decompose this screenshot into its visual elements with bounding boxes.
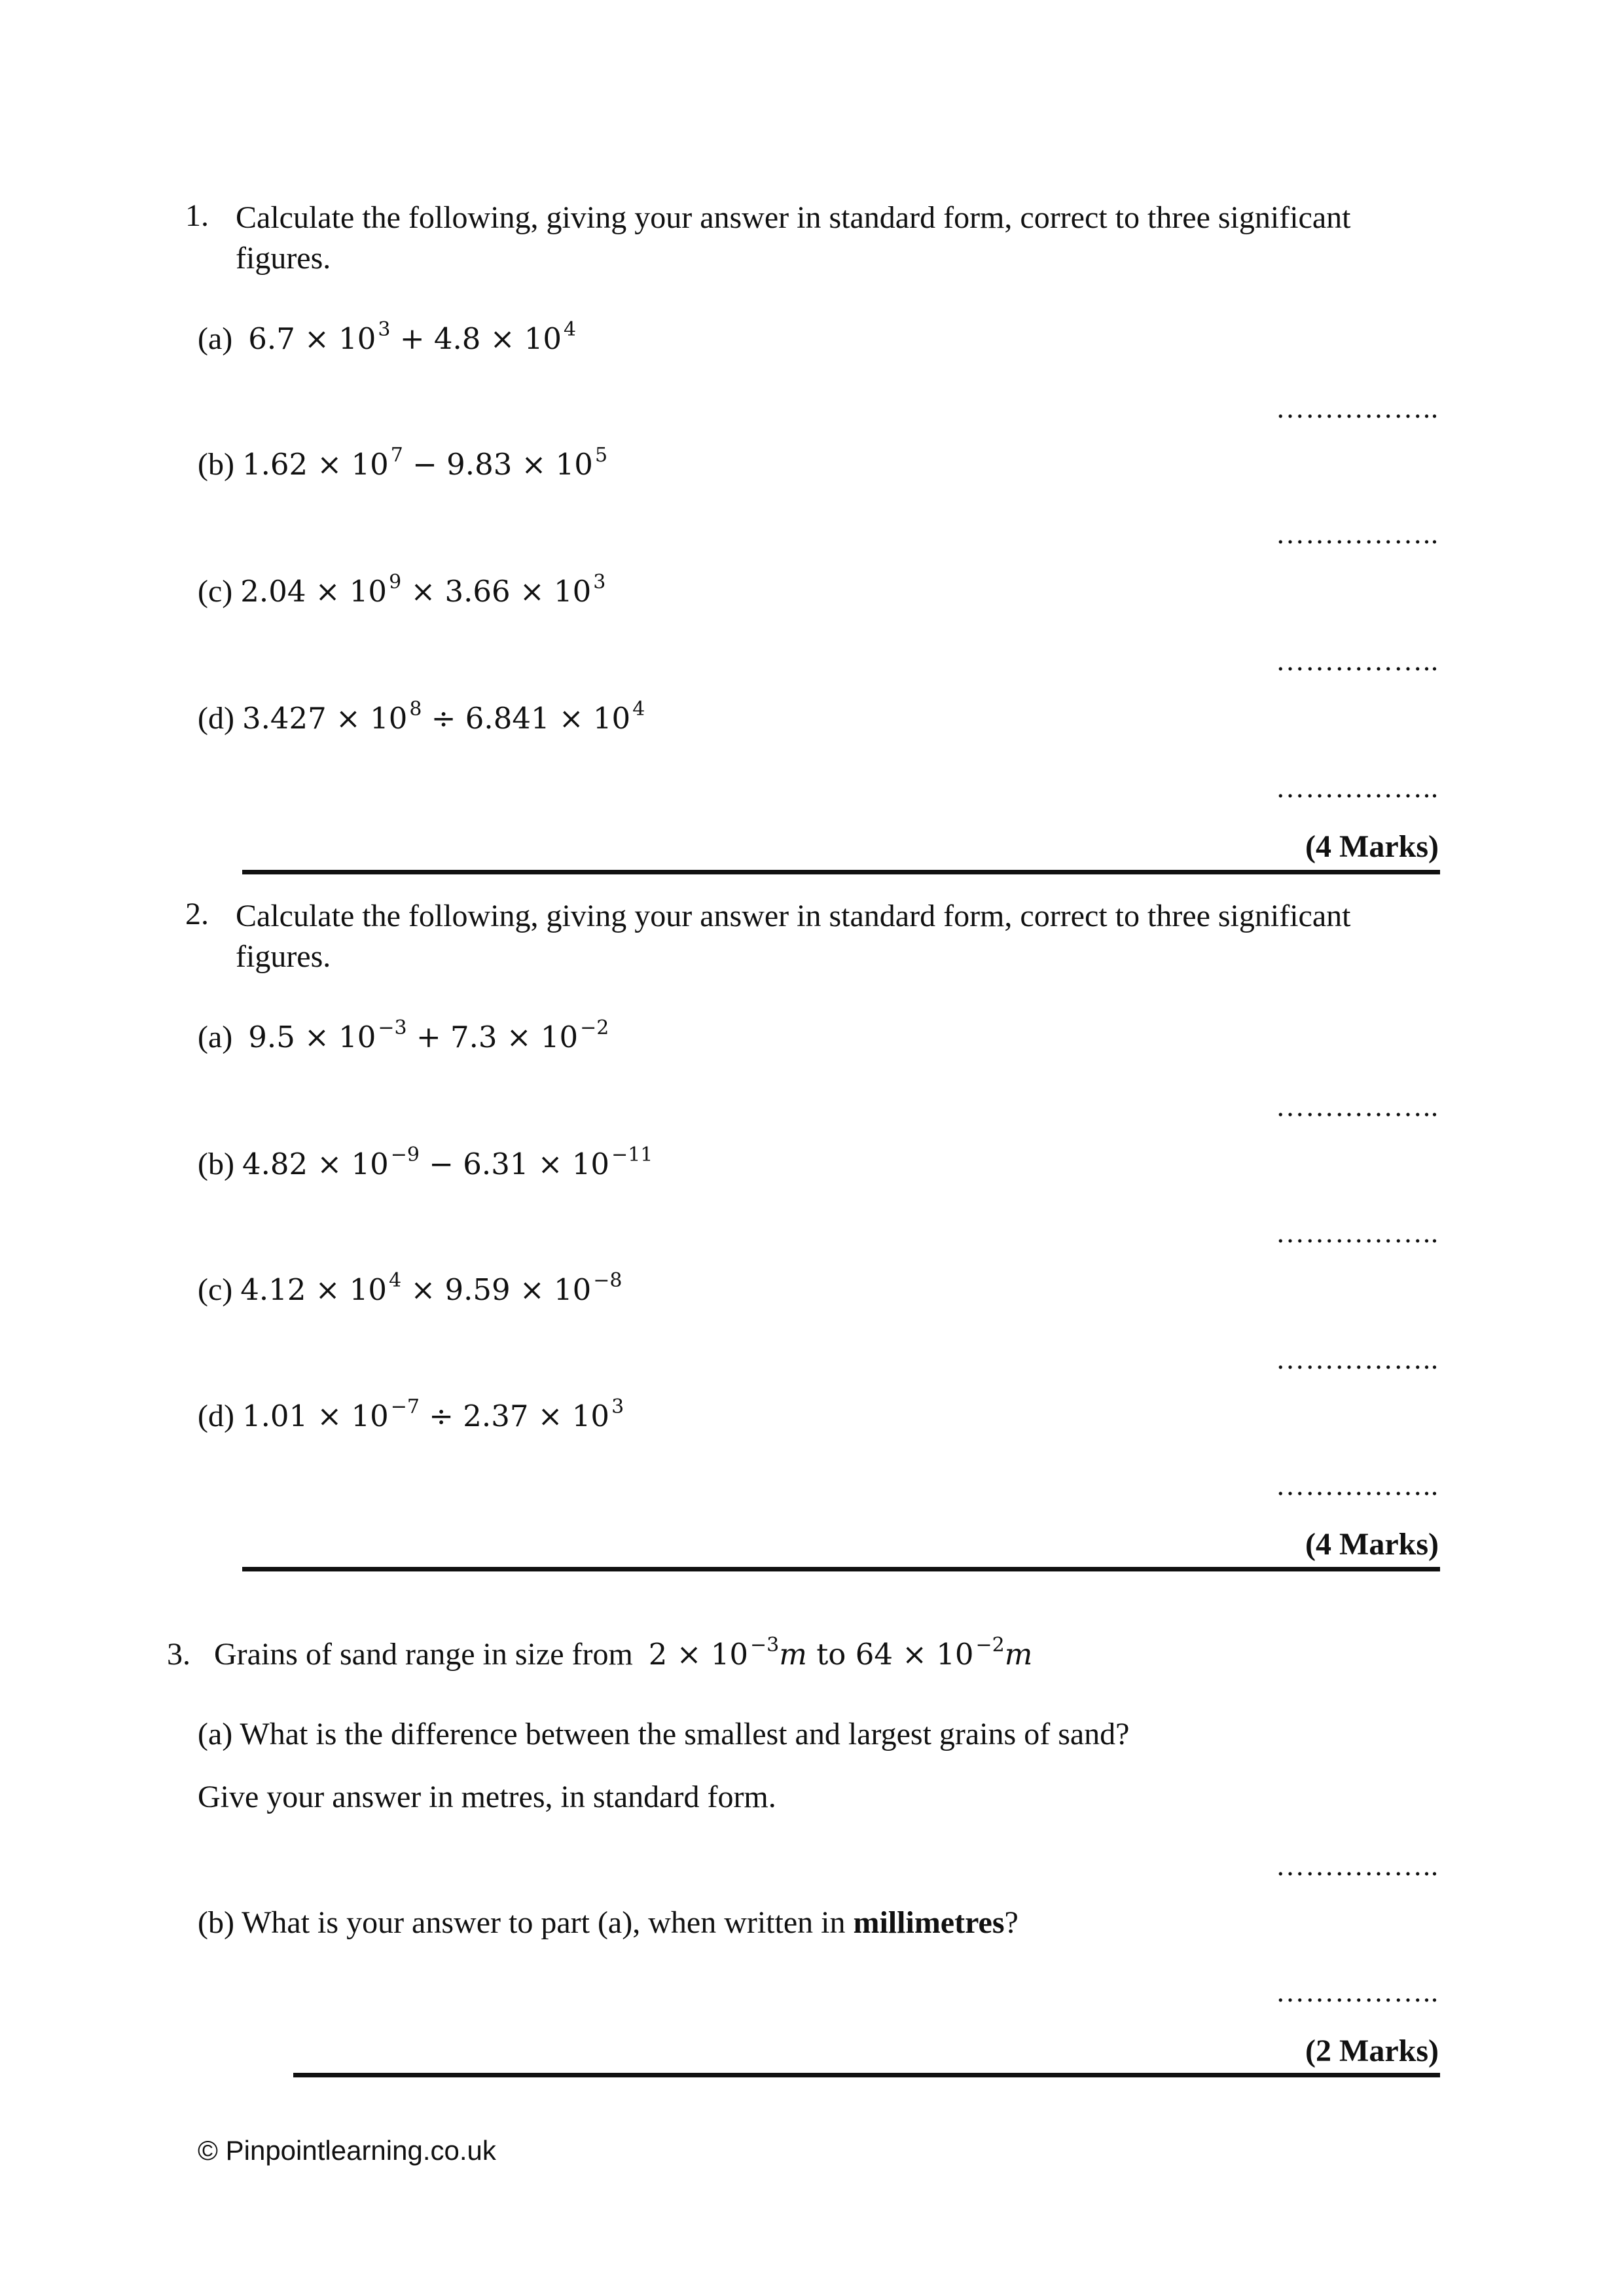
part-label: (d) [198,701,234,736]
q2-part-c [198,1269,623,1308]
q2c-answer-line[interactable]: …………….. [1276,1343,1439,1375]
q1-number: 1. [185,198,209,233]
q2b-expression: 4.82 × 10 $^{-9}$ − 6.31 × 10 $^{-11}$ [242,1143,653,1181]
part-label: (c) [198,574,233,609]
q1-marks: (4 Marks) [1305,829,1439,864]
q3b-answer-line[interactable]: …………….. [1276,1976,1439,2008]
q3-range-expression: 2 × 10 $^{-3}$m to 64 × 10 $^{-2}$m [648,1634,1033,1672]
q2c-expression: 4.12 × 10 $^4$ × 9.59 × 10 $^{-8}$ [240,1269,623,1307]
q1c-answer-line[interactable]: …………….. [1276,645,1439,677]
q1-part-a [198,318,577,357]
q3a-answer-line[interactable]: …………….. [1276,1850,1439,1882]
part-label: (d) [198,1399,234,1433]
q1b-expression: 1.62 × 10 $^7$ − 9.83 × 10 $^5$ [242,444,608,482]
q2a-answer-line[interactable]: …………….. [1276,1090,1439,1122]
q3-part-a-text: (a) What is the difference between the smallest and largest grains of sand? [198,1717,1130,1751]
q2-part-a [198,1016,609,1055]
part-label: (c) [198,1272,233,1307]
q3-stem [167,1636,1032,1672]
q2a-expression: 9.5 × 10 $^{-3}$ + 7.3 × 10 $^{-2}$ [248,1016,609,1054]
q1-part-c [198,573,605,609]
q3-divider [293,2073,1440,2077]
q3-intro: Grains of sand range in size from [214,1637,633,1672]
part-label: (a) [198,1020,233,1054]
q2-divider [242,1567,1440,1571]
q1a-answer-line[interactable]: …………….. [1276,392,1439,424]
q1-part-d [198,700,645,736]
q1a-expression: 6.7 × 10 $^3$ + 4.8 × 10 $^4$ [248,318,577,356]
q1d-expression: 3.427 × 10 $^8$ ÷ 6.841 × 10 $^4$ [242,698,645,736]
q1d-answer-line[interactable]: …………….. [1276,772,1439,804]
q1b-answer-line[interactable]: …………….. [1276,518,1439,550]
millimetres-emphasis: millimetres [853,1905,1005,1940]
q2-part-b [198,1143,653,1182]
q3-part-b-text: (b) What is your answer to part (a), when written in millimetres? [198,1905,1019,1940]
q2-number: 2. [185,897,209,931]
part-label: (b) [198,447,234,482]
q3-number: 3. [167,1637,190,1672]
q2d-answer-line[interactable]: …………….. [1276,1469,1439,1501]
q2d-expression: 1.01 × 10 $^{-7}$ ÷ 2.37 × 10 $^3$ [242,1395,624,1433]
q2-marks: (4 Marks) [1305,1527,1439,1562]
q3-part-a-subtext: Give your answer in metres, in standard form. [198,1780,776,1814]
q3-marks: (2 Marks) [1305,2034,1439,2068]
q1-part-b [198,446,607,482]
part-label: (a) [198,321,233,356]
q2-instruction: Calculate the following, giving your answer in standard form, correct to three significant figures. [236,899,1351,974]
q2-part-d [198,1395,624,1434]
part-label: (b) [198,1147,234,1181]
q1c-expression: 2.04 × 10 $^9$ × 3.66 × 10 $^3$ [240,571,606,609]
q1-instruction: Calculate the following, giving your answer in standard form, correct to three significant figures. [236,200,1351,276]
q1-divider [242,870,1440,874]
q2b-answer-line[interactable]: …………….. [1276,1217,1439,1249]
copyright-footer: © Pinpointlearning.co.uk [198,2135,496,2166]
